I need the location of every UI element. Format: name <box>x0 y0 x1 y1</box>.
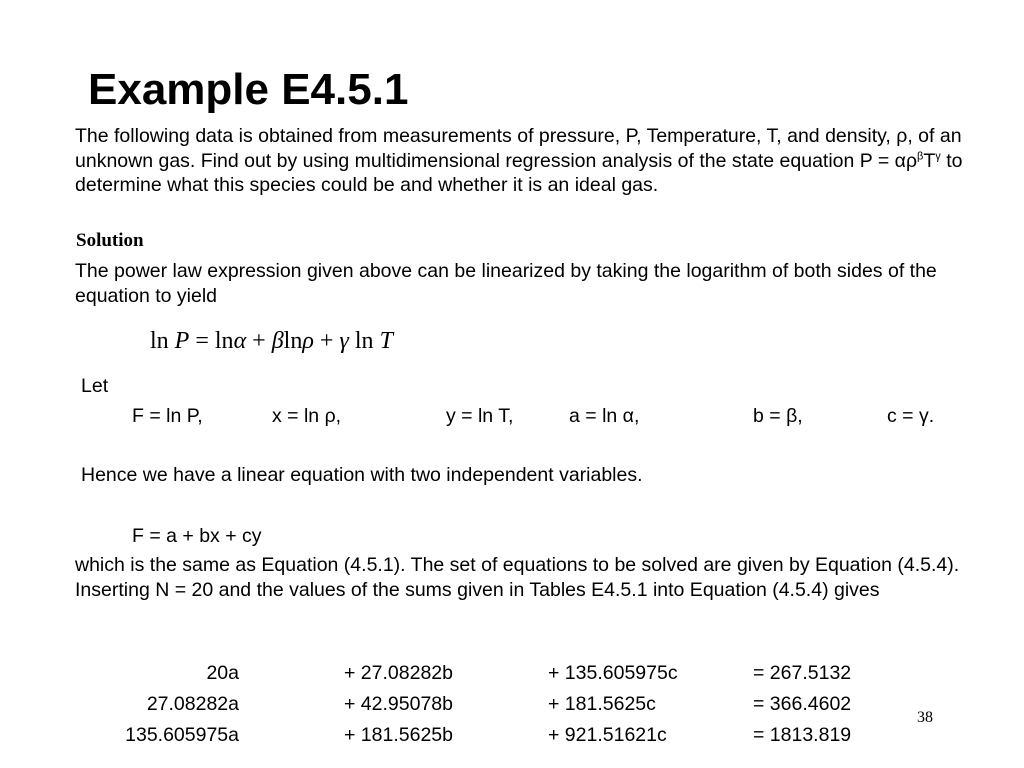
definition-x <box>272 404 341 428</box>
rho-symbol-2: ρ <box>905 149 918 172</box>
definition-c-suffix: . <box>928 405 935 427</box>
definition-x-symbol: ρ <box>324 405 336 427</box>
definition-b-suffix: , <box>797 405 803 427</box>
system-row-1-term-b: + 27.08282b <box>344 662 453 684</box>
definition-a <box>569 404 639 428</box>
system-row-2-rhs: = 366.4602 <box>753 693 852 715</box>
eq-rho: ρ <box>302 328 314 354</box>
temperature-symbol: T <box>923 149 936 172</box>
definition-c-prefix: c = <box>887 405 919 427</box>
eq-equals: = <box>195 328 209 354</box>
sums-paragraph: which is the same as Equation (4.5.1). The set of equations to be solved are given by Equation (4.5.4). Inserting N = 20 and the values of the sums given in Tables E4.5.1 into Equation (4.5.4) gives <box>75 554 960 601</box>
solution-heading: Solution <box>76 230 144 251</box>
system-row-3-term-a: 135.605975a <box>125 724 239 746</box>
definition-a-prefix: a = ln <box>569 405 623 427</box>
definition-b-symbol: β <box>786 405 798 427</box>
intro-text-2: , of an unknown gas. Find out by using multidimensional regression analysis of the state equation P = <box>75 125 962 172</box>
slide-title: Example E4.5.1 <box>88 65 409 114</box>
system-row-3-term-c: + 921.51621c <box>548 724 667 746</box>
system-row-1-term-c: + 135.605975c <box>548 662 678 684</box>
definition-a-symbol: α <box>622 405 634 427</box>
definition-y: y = ln T, <box>446 405 514 427</box>
definition-F: F = ln P, <box>132 405 203 427</box>
definition-b-prefix: b = <box>753 405 787 427</box>
rho-symbol: ρ <box>896 125 908 147</box>
definition-b <box>753 404 803 428</box>
eq-ln-1: ln <box>150 328 169 354</box>
linearization-paragraph: The power law expression given above can be linearized by taking the logarithm of both sides of the equation to yield <box>75 260 937 307</box>
linear-equation: F = a + bx + cy <box>132 525 262 547</box>
system-row-2-term-c: + 181.5625c <box>548 693 656 715</box>
beta-exponent: β <box>917 150 924 162</box>
definition-x-prefix: x = ln <box>272 405 325 427</box>
eq-T: T <box>379 328 393 354</box>
eq-plus-2: + <box>319 328 334 354</box>
system-row-2-term-b: + 42.95078b <box>344 693 453 715</box>
definition-a-suffix: , <box>633 405 640 427</box>
eq-alpha: α <box>233 328 247 354</box>
eq-beta: β <box>271 328 284 354</box>
definition-c-symbol: γ <box>918 405 929 427</box>
intro-text-3: to determine what this species could be and whether it is an ideal gas. <box>75 149 963 196</box>
alpha-symbol: α <box>894 149 906 172</box>
definition-c <box>887 404 934 428</box>
eq-plus-1: + <box>252 328 266 354</box>
let-label: Let <box>81 375 109 397</box>
system-row-1-rhs: = 267.5132 <box>753 662 852 684</box>
intro-text-1: The following data is obtained from measurements of pressure, P, Temperature, T, and density, <box>75 125 897 147</box>
system-row-2-term-a: 27.08282a <box>146 693 239 715</box>
problem-statement <box>75 124 975 198</box>
eq-ln-2: ln <box>214 328 234 354</box>
eq-gamma: γ <box>339 328 349 354</box>
system-row-3-term-b: + 181.5625b <box>344 724 453 746</box>
system-row-3-rhs: = 1813.819 <box>753 724 852 746</box>
eq-ln-3: ln <box>283 328 303 354</box>
definition-x-suffix: , <box>335 405 342 427</box>
eq-ln-4: ln <box>354 328 374 354</box>
eq-P: P <box>174 328 190 354</box>
gamma-exponent: γ <box>935 150 941 162</box>
log-equation <box>150 326 393 356</box>
system-row-1-term-a: 20a <box>206 662 239 684</box>
page-number: 38 <box>917 709 933 726</box>
hence-statement: Hence we have a linear equation with two independent variables. <box>81 464 643 486</box>
